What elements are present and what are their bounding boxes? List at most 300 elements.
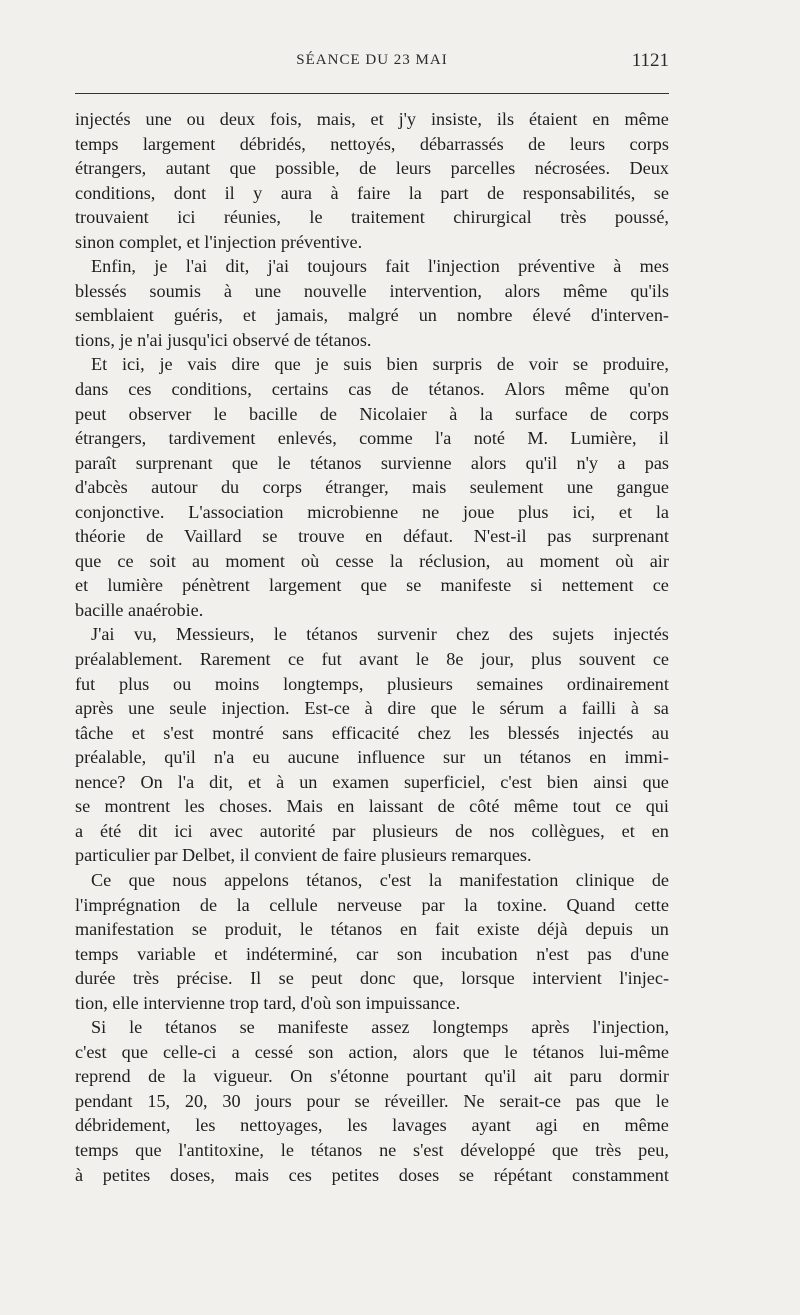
word: la: [389, 550, 403, 571]
running-title: SÉANCE DU 23 MAI: [296, 52, 448, 68]
word: faire: [356, 182, 391, 203]
word: où: [301, 550, 320, 571]
word: deux: [219, 109, 256, 129]
text-line: [75, 205, 669, 230]
word: 30: [222, 1090, 241, 1111]
text-line: [75, 1015, 669, 1040]
word: On: [290, 1066, 313, 1087]
word: qui: [645, 796, 669, 817]
word: appelons: [224, 869, 289, 890]
text-line: [75, 451, 669, 476]
word: traitement: [351, 207, 425, 228]
word: ce: [615, 796, 632, 817]
word: un: [483, 747, 502, 768]
word: en: [589, 747, 607, 768]
word: si: [530, 575, 543, 596]
word: développé: [460, 1139, 536, 1160]
word: paru: [569, 1066, 602, 1087]
word: y: [253, 182, 263, 203]
word: de: [487, 182, 505, 203]
word: réclusion,: [419, 550, 491, 571]
word: un: [418, 305, 437, 326]
word: le: [213, 403, 227, 424]
word: n'est: [536, 943, 569, 964]
word: et: [370, 109, 384, 129]
word: autorité: [259, 820, 316, 841]
word: nos: [489, 820, 515, 841]
text-line: [75, 377, 669, 402]
text-line: [75, 156, 669, 181]
word: ne: [379, 1139, 397, 1160]
word: a: [231, 1041, 240, 1062]
word: plus: [118, 673, 150, 694]
word: de: [391, 379, 409, 400]
word: le: [277, 452, 291, 473]
word: montrent: [104, 796, 171, 817]
word: laissant: [368, 796, 424, 817]
word: j'y: [398, 109, 417, 129]
text-line: tions, je n'ai jusqu'ici observé de tétanos.: [75, 329, 372, 350]
word: Nicolaier: [359, 403, 427, 424]
word: c'est: [75, 1041, 107, 1062]
word: le: [309, 207, 323, 228]
word: autour: [151, 477, 198, 498]
word: ce: [652, 575, 669, 596]
word: peu,: [638, 1139, 669, 1160]
word: Il: [250, 968, 262, 989]
word: au: [506, 550, 524, 571]
word: ce: [117, 550, 134, 571]
word: 8e: [446, 649, 464, 670]
word: observer: [128, 403, 192, 424]
word: même: [562, 280, 608, 301]
text-line: [75, 426, 669, 451]
word: tétanos: [309, 452, 362, 473]
word: en: [592, 109, 610, 129]
word: a: [558, 698, 567, 719]
word: où: [615, 550, 634, 571]
word: débridement,: [75, 1115, 171, 1136]
word: que: [135, 1139, 162, 1160]
word: temps: [75, 133, 119, 154]
word: son: [396, 943, 423, 964]
word: Enfin,: [91, 256, 136, 277]
word: injectés: [75, 109, 131, 129]
word: pas: [575, 1090, 600, 1111]
word: moins: [214, 673, 260, 694]
word: vigueur.: [213, 1066, 273, 1087]
word: et: [242, 305, 257, 326]
word: se: [354, 1090, 370, 1111]
word: microbienne: [307, 501, 399, 522]
word: après: [75, 698, 114, 719]
word: surprenant: [592, 526, 669, 547]
word: malgré: [348, 305, 399, 326]
word: tardivement: [168, 428, 256, 449]
word: je: [315, 354, 329, 375]
word: plus: [531, 649, 562, 670]
word: chez: [417, 722, 451, 743]
word: longtemps,: [283, 673, 364, 694]
word: serait-ce: [499, 1090, 561, 1111]
word: surpris: [432, 354, 483, 375]
word: Ce: [91, 869, 112, 890]
word: possible,: [275, 158, 340, 179]
word: mais,: [316, 109, 356, 129]
word: sans: [282, 722, 314, 743]
word: moment: [225, 550, 285, 571]
text-line: [75, 475, 669, 500]
word: toxine.: [496, 894, 547, 915]
word: poussé,: [614, 207, 669, 228]
word: intervention,: [389, 280, 482, 301]
word: qu'il: [525, 452, 558, 473]
word: indéterminé,: [246, 943, 338, 964]
word: dire: [387, 698, 416, 719]
word: manifestation: [75, 919, 174, 940]
word: l'imprégnation: [75, 894, 181, 915]
word: manifeste: [277, 1017, 349, 1038]
word: souvent: [578, 649, 636, 670]
word: une: [145, 109, 172, 129]
word: ici: [177, 207, 196, 228]
word: même: [624, 109, 669, 129]
word: ce: [652, 649, 669, 670]
text-line: [75, 402, 669, 427]
word: même: [513, 796, 559, 817]
word: superficiel,: [403, 771, 486, 792]
word: dit,: [209, 771, 233, 792]
word: préalable,: [75, 747, 147, 768]
word: donc: [360, 968, 396, 989]
word: petites: [102, 1164, 151, 1185]
word: que: [274, 354, 301, 375]
word: soit: [149, 550, 176, 571]
word: et: [75, 575, 89, 596]
word: je: [159, 354, 173, 375]
word: le: [504, 1041, 518, 1062]
word: et: [131, 722, 145, 743]
word: à: [330, 182, 339, 203]
word: un: [650, 919, 669, 940]
word: Alors: [504, 379, 545, 400]
word: seule: [169, 698, 207, 719]
text-line: [75, 500, 669, 525]
word: tâche: [75, 722, 114, 743]
word: examen: [332, 771, 389, 792]
word: temps: [75, 943, 119, 964]
word: Est-ce: [304, 698, 350, 719]
word: nouvelle: [303, 280, 367, 301]
word: jours: [255, 1090, 292, 1111]
word: pour: [306, 1090, 340, 1111]
word: l'injection,: [592, 1017, 669, 1038]
word: se: [458, 1164, 474, 1185]
word: se: [406, 575, 422, 596]
word: N'est-il: [473, 526, 527, 547]
word: c'est: [379, 869, 412, 890]
word: nettoyés,: [330, 133, 396, 154]
word: blessés: [507, 722, 560, 743]
word: gangue: [616, 477, 669, 498]
word: d'interven-: [590, 305, 669, 326]
word: la: [408, 182, 422, 203]
word: ayant: [471, 1115, 511, 1136]
word: plusieurs: [387, 673, 453, 694]
word: qu'il: [484, 1066, 517, 1087]
word: avant: [359, 649, 399, 670]
word: que: [231, 452, 259, 473]
word: certains: [271, 379, 329, 400]
word: cessé: [254, 1041, 294, 1062]
word: après: [531, 1017, 570, 1038]
page-number: 1121: [631, 50, 669, 71]
word: Et: [91, 354, 108, 375]
word: avec: [209, 820, 243, 841]
text-line: [75, 966, 669, 991]
word: incubation: [440, 943, 518, 964]
word: fut: [321, 649, 342, 670]
word: une: [254, 280, 282, 301]
word: étrangers,: [75, 428, 147, 449]
word: en: [337, 796, 355, 817]
word: durée: [75, 968, 116, 989]
word: tétanos: [306, 624, 358, 645]
word: la: [479, 403, 493, 424]
word: survenir: [377, 624, 437, 645]
word: soumis: [149, 280, 201, 301]
word: Rarement: [199, 649, 271, 670]
word: cesse: [335, 550, 374, 571]
word: la: [655, 501, 669, 522]
word: de: [319, 403, 337, 424]
word: l'a: [177, 771, 195, 792]
word: nerveuse: [337, 894, 402, 915]
body-text: [75, 107, 669, 1187]
word: ne: [422, 501, 440, 522]
word: bien: [546, 771, 579, 792]
word: étranger,: [325, 477, 389, 498]
word: s'est: [163, 722, 194, 743]
word: n'a: [213, 747, 235, 768]
word: semaines: [476, 673, 544, 694]
word: les: [347, 1115, 368, 1136]
word: semblaient: [75, 305, 154, 326]
word: voir: [528, 354, 559, 375]
word: préventive: [518, 256, 595, 277]
word: été: [100, 820, 122, 841]
word: que: [121, 1041, 148, 1062]
word: dit,: [225, 256, 250, 277]
word: très: [560, 207, 587, 228]
text-line: [75, 524, 669, 549]
word: de: [455, 820, 473, 841]
text-line: [75, 573, 669, 598]
word: qu'ils: [630, 280, 669, 301]
word: nombre: [456, 305, 513, 326]
word: aucune: [287, 747, 340, 768]
word: ici,: [572, 501, 596, 522]
word: à: [75, 1164, 84, 1185]
word: se: [262, 526, 278, 547]
word: temps: [75, 1139, 119, 1160]
word: se: [239, 1017, 255, 1038]
text-line: [75, 770, 669, 795]
word: des: [508, 624, 534, 645]
text-line: [75, 672, 669, 697]
word: pendant: [75, 1090, 133, 1111]
word: la: [182, 1066, 196, 1087]
word: aura: [280, 182, 312, 203]
word: mes: [639, 256, 669, 277]
word: largement: [142, 133, 216, 154]
word: alors: [504, 280, 541, 301]
word: doses,: [169, 1164, 215, 1185]
word: déjà: [537, 919, 568, 940]
word: conjonctive.: [75, 501, 165, 522]
word: tout: [572, 796, 601, 817]
word: j'ai: [267, 256, 290, 277]
word: 20,: [184, 1090, 208, 1111]
word: joue: [463, 501, 495, 522]
word: guéris,: [173, 305, 223, 326]
word: le: [273, 624, 287, 645]
word: Si: [91, 1017, 107, 1038]
word: que: [642, 771, 669, 792]
word: qu'il: [164, 747, 196, 768]
word: comme: [359, 428, 413, 449]
word: trouve: [298, 526, 345, 547]
text-line: bacille anaérobie.: [75, 599, 204, 620]
word: ici,: [121, 354, 145, 375]
word: ces: [128, 379, 152, 400]
text-line: [75, 1089, 669, 1114]
word: blessés: [75, 280, 127, 301]
word: ici: [174, 820, 193, 841]
word: doses: [398, 1164, 440, 1185]
word: cellule: [269, 894, 318, 915]
word: que: [128, 869, 155, 890]
word: injectés: [577, 722, 634, 743]
word: depuis: [585, 919, 633, 940]
word: très: [132, 968, 160, 989]
text-line: [75, 303, 669, 328]
word: une: [566, 477, 594, 498]
word: variable: [137, 943, 196, 964]
word: il: [224, 182, 235, 203]
text-line: [75, 1138, 669, 1163]
word: noté: [473, 428, 506, 449]
word: débarrassés: [419, 133, 504, 154]
word: peut: [311, 968, 343, 989]
word: clinique: [575, 869, 635, 890]
word: au: [651, 722, 669, 743]
word: étaient: [528, 109, 578, 129]
word: s'est: [413, 1139, 444, 1160]
word: à: [630, 698, 639, 719]
text-line: [75, 1113, 669, 1138]
word: M.: [527, 428, 549, 449]
word: je: [154, 256, 168, 277]
word: plus: [518, 501, 549, 522]
word: les: [195, 1115, 216, 1136]
word: théorie: [75, 526, 126, 547]
word: il: [658, 428, 669, 449]
word: le: [655, 1090, 669, 1111]
word: toujours: [307, 256, 367, 277]
word: Vaillard: [184, 526, 242, 547]
word: mais: [234, 1164, 269, 1185]
word: la: [428, 869, 442, 890]
word: bien: [386, 354, 418, 375]
word: de: [437, 796, 455, 817]
word: vais: [187, 354, 217, 375]
word: l'ai: [185, 256, 208, 277]
text-line: particulier par Delbet, il convient de faire plusieurs remarques.: [75, 845, 532, 866]
word: et: [247, 771, 262, 792]
word: ainsi: [593, 771, 628, 792]
word: l'injec-: [619, 968, 669, 989]
word: corps: [629, 403, 669, 424]
word: ces: [288, 1164, 312, 1185]
word: injectés: [613, 624, 669, 645]
word: d'une: [630, 943, 669, 964]
word: réunies,: [223, 207, 281, 228]
word: conditions,: [171, 379, 252, 400]
word: tétanos: [532, 1041, 585, 1062]
text-line: [75, 622, 669, 647]
text-line: [75, 352, 669, 377]
word: dormir: [619, 1066, 669, 1087]
word: enlevés,: [277, 428, 337, 449]
text-line: [75, 107, 669, 132]
word: ait: [533, 1066, 552, 1087]
word: L'association: [188, 501, 284, 522]
word: à: [223, 280, 232, 301]
word: tétanos: [519, 747, 572, 768]
word: vu,: [133, 624, 157, 645]
word: sérum: [499, 698, 545, 719]
word: montré: [212, 722, 264, 743]
word: paraît: [75, 452, 117, 473]
word: c'est: [500, 771, 532, 792]
word: part: [440, 182, 469, 203]
word: alors: [412, 1041, 448, 1062]
word: de: [359, 158, 377, 179]
word: corps: [629, 133, 669, 154]
word: lavages: [392, 1115, 447, 1136]
word: jour,: [480, 649, 514, 670]
word: pas: [587, 943, 612, 964]
word: ils: [496, 109, 515, 129]
word: corps: [262, 477, 302, 498]
word: cette: [634, 894, 669, 915]
word: une: [128, 698, 155, 719]
word: en: [582, 1115, 600, 1136]
word: ce: [287, 649, 305, 670]
word: mais: [412, 477, 447, 498]
word: le: [129, 1017, 143, 1038]
word: débridés,: [239, 133, 306, 154]
running-head: [75, 52, 669, 78]
word: le: [415, 649, 429, 670]
word: a: [75, 820, 84, 841]
word: moment: [539, 550, 600, 571]
word: bacille: [249, 403, 298, 424]
word: autant: [165, 158, 211, 179]
word: ou: [172, 673, 192, 694]
word: se: [191, 919, 207, 940]
